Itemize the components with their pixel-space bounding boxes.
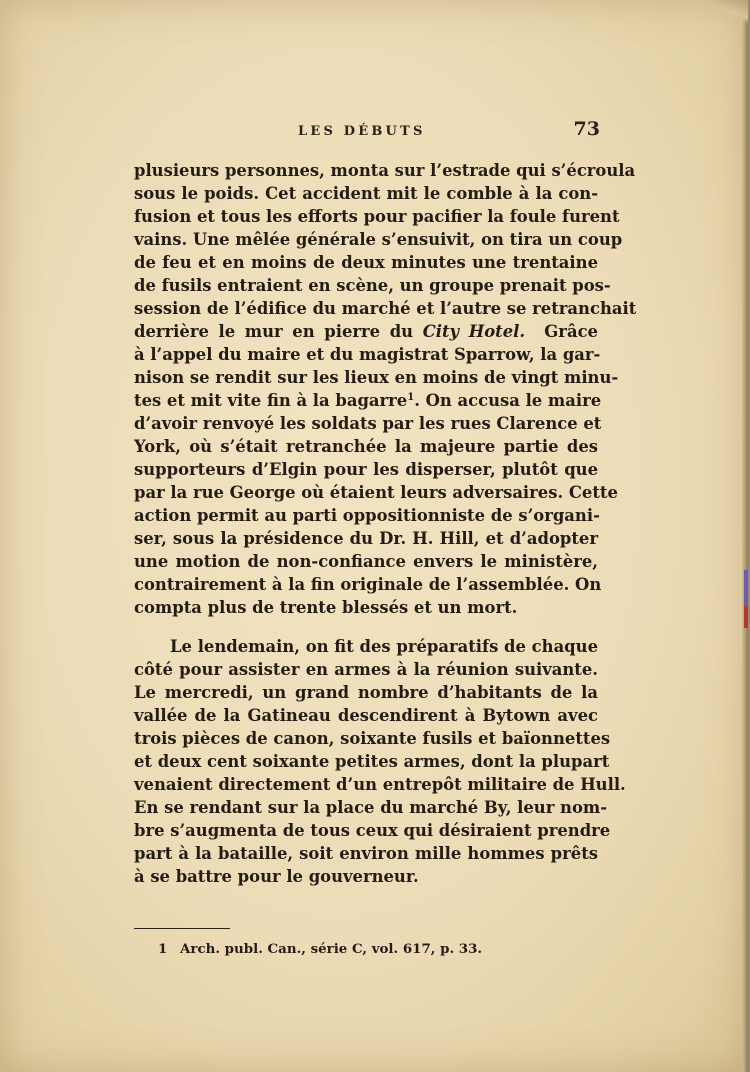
text-run: Grâce: [525, 322, 598, 341]
text-line: une motion de non-confiance envers le ministère,: [134, 552, 598, 571]
body-text: [134, 159, 637, 888]
text-line: ser, sous la présidence du Dr. H. Hill, et d’adopter: [134, 529, 598, 548]
text-line: venaient directement d’un entrepôt militaire de Hull.: [134, 775, 626, 794]
text-line: En se rendant sur la place du marché By, leur nom-: [134, 798, 608, 817]
paragraph-gap: [134, 619, 598, 635]
text-line: sous le poids. Cet accident mit le comble à la con-: [134, 184, 598, 203]
text-line: Le mercredi, un grand nombre d’habitants de la: [134, 683, 598, 702]
text-line: plusieurs personnes, monta sur l’estrade qui s’écroula: [134, 161, 636, 180]
text-line: York, où s’était retranchée la majeure partie des: [134, 437, 598, 456]
text-line: fusion et tous les efforts pour pacifier la foule furent: [134, 207, 620, 226]
edge-tab-purple: [744, 570, 748, 606]
text-line: contrairement à la fin originale de l’assemblée. On: [134, 575, 602, 594]
italic-title: City Hotel.: [422, 322, 526, 341]
text-line: [134, 320, 598, 343]
text-line: [134, 389, 602, 412]
page-number: 73: [573, 118, 600, 140]
page-edge: [742, 0, 748, 1072]
text-line: à l’appel du maire et du magistrat Sparrow, la gar-: [134, 345, 601, 364]
text-line: par la rue George où étaient leurs adversaires. Cette: [134, 483, 618, 502]
text-line: vains. Une mêlée générale s’ensuivit, on tira un coup: [134, 230, 623, 249]
text-line: compta plus de trente blessés et un mort.: [134, 598, 518, 617]
text-line: nison se rendit sur les lieux en moins de vingt minu-: [134, 368, 619, 387]
text-line: de feu et en moins de deux minutes une trentaine: [134, 253, 598, 272]
footnote-mark: 1: [158, 941, 168, 957]
text-line: vallée de la Gatineau descendirent à Bytown avec: [134, 706, 598, 725]
text-line: et deux cent soixante petites armes, dont la plupart: [134, 752, 610, 771]
footnote-rule: [134, 928, 230, 929]
text-line: côté pour assister en armes à la réunion suivante.: [134, 660, 598, 679]
text-run: . On accusa le maire: [414, 391, 602, 410]
text-line: à se battre pour le gouverneur.: [134, 867, 419, 886]
edge-tab-red: [744, 606, 748, 628]
footnote-text: Arch. publ. Can., série C, vol. 617, p. 33.: [180, 941, 483, 957]
text-line: session de l’édifice du marché et l’autre se retranchait: [134, 299, 637, 318]
footnote-reference: 1: [407, 392, 415, 403]
text-run: tes et mit vite fin à la bagarre: [134, 391, 408, 410]
text-line: d’avoir renvoyé les soldats par les rues Clarence et: [134, 414, 602, 433]
text-line: action permit au parti oppositionniste de s’organi-: [134, 506, 600, 525]
page-header: [134, 118, 600, 148]
running-head: LES DÉBUTS: [298, 124, 426, 139]
text-run: derrière le mur en pierre du: [134, 322, 423, 341]
text-line: Le lendemain, on fit des préparatifs de chaque: [170, 637, 598, 656]
text-line: part à la bataille, soit environ mille hommes prêts: [134, 844, 598, 863]
text-line: supporteurs d’Elgin pour les disperser, plutôt que: [134, 460, 598, 479]
page-corner-curl: [708, 0, 748, 26]
text-line: trois pièces de canon, soixante fusils et baïonnettes: [134, 729, 611, 748]
footnote: [158, 941, 482, 957]
text-line: bre s’augmenta de tous ceux qui désiraient prendre: [134, 821, 611, 840]
text-line: de fusils entraient en scène, un groupe prenait pos-: [134, 276, 611, 295]
